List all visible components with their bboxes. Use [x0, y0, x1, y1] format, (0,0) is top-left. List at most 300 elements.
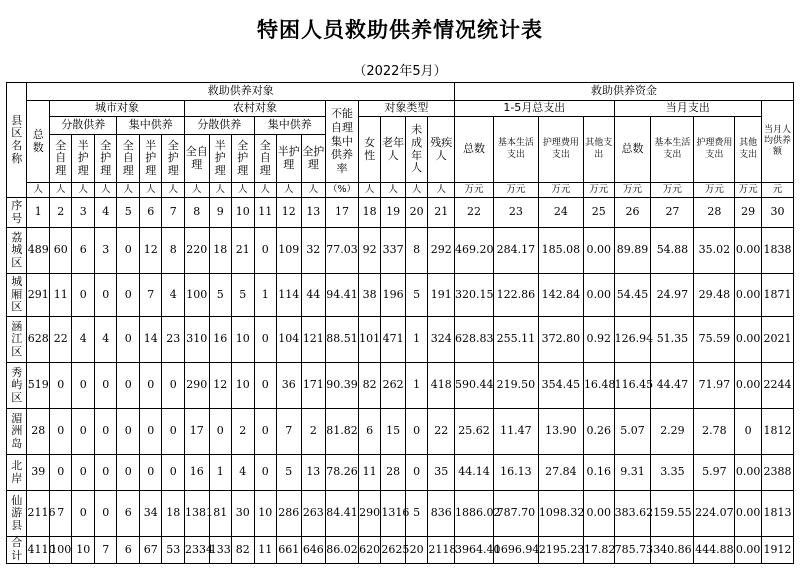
data-cell: 3964.40: [455, 537, 494, 564]
data-cell: 0: [117, 274, 140, 317]
data-cell: 2.29: [651, 409, 694, 455]
data-cell: 23: [162, 317, 185, 363]
data-cell: 1886.02: [455, 491, 494, 537]
serial-cell: 23: [493, 198, 538, 228]
data-cell: 13: [301, 455, 326, 491]
serial-cell: 12: [277, 198, 302, 228]
data-cell: 284.17: [493, 228, 538, 274]
serial-cell: 22: [455, 198, 494, 228]
data-cell: 100: [184, 274, 209, 317]
data-cell: 0.00: [735, 455, 762, 491]
unit-cell: 人: [49, 183, 72, 198]
serial-cell: 21: [428, 198, 455, 228]
data-cell: 27.84: [538, 455, 583, 491]
data-cell: 88.51: [326, 317, 359, 363]
data-cell: 836: [428, 491, 455, 537]
unit-cell: 万元: [694, 183, 735, 198]
table-row: [7, 455, 794, 491]
data-cell: 7: [277, 409, 302, 455]
data-cell: 0.00: [735, 491, 762, 537]
data-cell: 94.41: [326, 274, 359, 317]
data-cell: 32: [301, 228, 326, 274]
header-r-disp-half-care: 半护理: [209, 135, 232, 183]
unit-cell: 人: [117, 183, 140, 198]
unit-cell: 人: [405, 183, 428, 198]
data-cell: 36: [277, 363, 302, 409]
data-cell: 0: [209, 409, 232, 455]
header-urban-dispersed: 分散供养: [49, 117, 117, 135]
data-cell: 4: [94, 317, 117, 363]
serial-cell: 11: [254, 198, 277, 228]
data-cell: 0.00: [735, 228, 762, 274]
data-cell: 11: [254, 537, 277, 564]
header-rural: 农村对象: [184, 101, 325, 117]
header-urban: 城市对象: [49, 101, 184, 117]
table-row: [7, 317, 794, 363]
unit-cell: 人: [94, 183, 117, 198]
data-cell: 2195.23: [538, 537, 583, 564]
data-cell: 1813: [761, 491, 793, 537]
data-cell: 290: [184, 363, 209, 409]
data-cell: 18: [209, 228, 232, 274]
header-month-care: 护理费用支出: [694, 117, 735, 183]
data-cell: 16: [209, 317, 232, 363]
unit-cell: 人: [162, 183, 185, 198]
data-cell: 5.07: [614, 409, 651, 455]
data-cell: 0: [139, 455, 162, 491]
data-cell: 0: [254, 317, 277, 363]
data-cell: 219.50: [493, 363, 538, 409]
unit-cell: 人: [358, 183, 381, 198]
data-cell: 0: [72, 409, 95, 455]
header-u-disp-half-care: 半护理: [72, 135, 95, 183]
data-cell: 116.45: [614, 363, 651, 409]
data-cell: 100: [49, 537, 72, 564]
serial-label: 序号: [7, 198, 27, 228]
data-cell: 2: [301, 409, 326, 455]
data-cell: 0: [254, 363, 277, 409]
data-cell: 86.02: [326, 537, 359, 564]
data-cell: 22: [49, 317, 72, 363]
data-cell: 109: [277, 228, 302, 274]
unit-cell: 人: [72, 183, 95, 198]
data-cell: 185.08: [538, 228, 583, 274]
data-cell: 383.62: [614, 491, 651, 537]
unit-cell: 元: [761, 183, 793, 198]
header-female: 女性: [358, 117, 381, 183]
data-cell: 0: [139, 363, 162, 409]
header-u-cent-full-care: 全护理: [162, 135, 185, 183]
data-cell: 290: [358, 491, 381, 537]
unit-cell: 万元: [651, 183, 694, 198]
data-cell: 320.15: [455, 274, 494, 317]
serial-cell: 8: [184, 198, 209, 228]
county-name: 涵江区: [7, 317, 27, 363]
serial-cell: 5: [117, 198, 140, 228]
data-cell: 16.48: [583, 363, 614, 409]
data-cell: 10: [72, 537, 95, 564]
data-cell: 5.97: [694, 455, 735, 491]
county-name: 北岸: [7, 455, 27, 491]
data-cell: 10: [232, 363, 255, 409]
header-monthly-avg: 当月人均供养额: [761, 101, 793, 183]
data-cell: 0: [405, 409, 428, 455]
data-cell: 220: [184, 228, 209, 274]
data-cell: 0: [94, 491, 117, 537]
serial-cell: 19: [381, 198, 406, 228]
data-cell: 67: [139, 537, 162, 564]
data-cell: 13.90: [538, 409, 583, 455]
data-cell: 84.41: [326, 491, 359, 537]
serial-cell: 27: [651, 198, 694, 228]
data-cell: 44.14: [455, 455, 494, 491]
header-support-target: 救助供养对象: [27, 83, 455, 101]
serial-cell: 6: [139, 198, 162, 228]
data-cell: 92: [358, 228, 381, 274]
data-cell: 2244: [761, 363, 793, 409]
data-cell: 0: [94, 274, 117, 317]
data-cell: 6: [358, 409, 381, 455]
unit-cell: 人: [27, 183, 50, 198]
data-cell: 0.00: [583, 274, 614, 317]
header-month-other: 其他支出: [735, 117, 762, 183]
header-total: 总数: [27, 101, 50, 183]
header-rural-dispersed: 分散供养: [184, 117, 254, 135]
unit-cell: 万元: [538, 183, 583, 198]
serial-cell: 1: [27, 198, 50, 228]
header-month-sum: 总数: [614, 117, 651, 183]
data-cell: 11: [49, 274, 72, 317]
data-cell: 81.82: [326, 409, 359, 455]
data-cell: 1: [405, 317, 428, 363]
serial-cell: 26: [614, 198, 651, 228]
data-cell: 0: [72, 491, 95, 537]
data-cell: 0: [94, 363, 117, 409]
data-cell: 646: [301, 537, 326, 564]
serial-cell: 4: [94, 198, 117, 228]
unit-cell: 万元: [455, 183, 494, 198]
data-cell: 337: [381, 228, 406, 274]
data-cell: 2334: [184, 537, 209, 564]
data-cell: 104: [277, 317, 302, 363]
data-cell: 0: [117, 409, 140, 455]
page-subtitle: （2022年5月）: [353, 64, 447, 79]
header-r-cent-full-care: 全护理: [301, 135, 326, 183]
data-cell: 291: [27, 274, 50, 317]
data-cell: 1838: [761, 228, 793, 274]
data-cell: 6: [72, 228, 95, 274]
unit-cell: （%）: [326, 183, 359, 198]
county-name: 湄洲岛: [7, 409, 27, 455]
data-cell: 1381: [184, 491, 209, 537]
data-cell: 286: [277, 491, 302, 537]
serial-cell: 10: [232, 198, 255, 228]
data-cell: 9.31: [614, 455, 651, 491]
header-rural-centralized: 集中供养: [254, 117, 326, 135]
data-cell: 54.45: [614, 274, 651, 317]
data-cell: 262: [381, 363, 406, 409]
data-cell: 89.89: [614, 228, 651, 274]
data-cell: 82: [232, 537, 255, 564]
unit-cell: 万元: [583, 183, 614, 198]
data-cell: 75.59: [694, 317, 735, 363]
data-cell: 444.88: [694, 537, 735, 564]
data-cell: 2021: [761, 317, 793, 363]
data-cell: 6: [117, 537, 140, 564]
unit-cell: 人: [139, 183, 162, 198]
data-cell: 1812: [761, 409, 793, 455]
data-cell: 418: [428, 363, 455, 409]
data-cell: 224.07: [694, 491, 735, 537]
table-row: [7, 537, 794, 564]
data-cell: 1: [405, 363, 428, 409]
data-cell: 10: [232, 317, 255, 363]
unit-cell: 人: [209, 183, 232, 198]
data-cell: 7: [139, 274, 162, 317]
data-cell: 2: [232, 409, 255, 455]
data-cell: 0: [254, 455, 277, 491]
data-cell: 2625: [381, 537, 406, 564]
data-cell: 12: [209, 363, 232, 409]
county-name: 荔城区: [7, 228, 27, 274]
header-fund: 救助供养资金: [455, 83, 794, 101]
data-cell: 24.97: [651, 274, 694, 317]
header-urban-centralized: 集中供养: [117, 117, 185, 135]
data-cell: 0: [72, 274, 95, 317]
data-cell: 60: [49, 228, 72, 274]
data-cell: 1316: [381, 491, 406, 537]
data-cell: 78.26: [326, 455, 359, 491]
page-title: 特困人员救助供养情况统计表: [257, 18, 543, 42]
unit-cell: 万元: [614, 183, 651, 198]
data-cell: 1912: [761, 537, 793, 564]
county-name: 秀屿区: [7, 363, 27, 409]
serial-cell: 2: [49, 198, 72, 228]
header-r-cent-half-care: 半护理: [277, 135, 302, 183]
data-cell: 0.00: [735, 317, 762, 363]
data-cell: 39: [27, 455, 50, 491]
data-cell: 5: [209, 274, 232, 317]
serial-cell: 3: [72, 198, 95, 228]
data-cell: 71.97: [694, 363, 735, 409]
data-cell: 133: [209, 537, 232, 564]
data-cell: 11.47: [493, 409, 538, 455]
data-cell: 121: [301, 317, 326, 363]
serial-cell: 18: [358, 198, 381, 228]
data-cell: 0: [162, 363, 185, 409]
header-jan-may-care: 护理费用支出: [538, 117, 583, 183]
data-cell: 90.39: [326, 363, 359, 409]
unit-cell: 人: [381, 183, 406, 198]
data-cell: 171: [301, 363, 326, 409]
table-row: [7, 491, 794, 537]
data-cell: 25.62: [455, 409, 494, 455]
serial-cell: 9: [209, 198, 232, 228]
unit-cell: 人: [428, 183, 455, 198]
header-u-cent-half-care: 半护理: [139, 135, 162, 183]
serial-cell: 30: [761, 198, 793, 228]
data-cell: 38: [358, 274, 381, 317]
table-row: [7, 409, 794, 455]
data-cell: 255.11: [493, 317, 538, 363]
data-cell: 0: [117, 317, 140, 363]
data-cell: 1: [254, 274, 277, 317]
unit-cell: 人: [232, 183, 255, 198]
county-name: 仙游县: [7, 491, 27, 537]
header-jan-may: 1-5月总支出: [455, 101, 615, 117]
header-target-type: 对象类型: [358, 101, 454, 117]
header-u-disp-full-care: 全护理: [94, 135, 117, 183]
data-cell: 4: [232, 455, 255, 491]
data-cell: 35: [428, 455, 455, 491]
data-cell: 0: [162, 409, 185, 455]
header-county: 县区名称: [7, 83, 27, 198]
data-cell: 628.83: [455, 317, 494, 363]
county-name: 城厢区: [7, 274, 27, 317]
data-cell: 0.00: [735, 363, 762, 409]
unit-cell: 人: [301, 183, 326, 198]
data-cell: 0: [49, 409, 72, 455]
data-cell: 1871: [761, 274, 793, 317]
header-r-cent-full-self: 全自理: [254, 135, 277, 183]
data-cell: 324: [428, 317, 455, 363]
data-cell: 126.94: [614, 317, 651, 363]
data-cell: 54.88: [651, 228, 694, 274]
data-cell: 15: [381, 409, 406, 455]
header-u-cent-full-self: 全自理: [117, 135, 140, 183]
unit-cell: 人: [277, 183, 302, 198]
data-cell: 3: [94, 228, 117, 274]
data-cell: 787.70: [493, 491, 538, 537]
data-cell: 0: [405, 455, 428, 491]
data-cell: 12: [139, 228, 162, 274]
header-disabled: 残疾人: [428, 117, 455, 183]
data-cell: 0: [117, 363, 140, 409]
data-cell: 0: [49, 455, 72, 491]
data-cell: 0: [735, 409, 762, 455]
header-r-disp-full-care: 全护理: [232, 135, 255, 183]
data-cell: 0: [94, 409, 117, 455]
data-cell: 471: [381, 317, 406, 363]
table-row: [7, 274, 794, 317]
data-cell: 0.00: [735, 274, 762, 317]
data-cell: 1098.32: [538, 491, 583, 537]
data-cell: 0: [117, 228, 140, 274]
header-minor: 未成年人: [405, 117, 428, 183]
data-cell: 0: [72, 455, 95, 491]
unit-cell: 人: [184, 183, 209, 198]
data-cell: 14: [139, 317, 162, 363]
unit-cell: 人: [254, 183, 277, 198]
data-cell: 4: [162, 274, 185, 317]
data-cell: 2118: [428, 537, 455, 564]
data-cell: 0: [254, 228, 277, 274]
data-cell: 16: [184, 455, 209, 491]
data-cell: 7: [94, 537, 117, 564]
data-cell: 4: [72, 317, 95, 363]
header-jan-may-other: 其他支出: [583, 117, 614, 183]
data-cell: 0: [139, 409, 162, 455]
serial-cell: 24: [538, 198, 583, 228]
header-this-month: 当月支出: [614, 101, 761, 117]
data-cell: 21: [232, 228, 255, 274]
data-cell: 77.03: [326, 228, 359, 274]
data-cell: 354.45: [538, 363, 583, 409]
data-cell: 590.44: [455, 363, 494, 409]
data-cell: 17.82: [583, 537, 614, 564]
data-cell: 310: [184, 317, 209, 363]
serial-cell: 29: [735, 198, 762, 228]
data-cell: 2116: [27, 491, 50, 537]
data-cell: 18: [162, 491, 185, 537]
data-cell: 6: [117, 491, 140, 537]
unit-cell: 万元: [735, 183, 762, 198]
data-cell: 0.26: [583, 409, 614, 455]
serial-cell: 7: [162, 198, 185, 228]
data-cell: 20: [405, 537, 428, 564]
data-cell: 16.13: [493, 455, 538, 491]
data-cell: 51.35: [651, 317, 694, 363]
data-cell: 0.00: [583, 228, 614, 274]
data-cell: 661: [277, 537, 302, 564]
serial-cell: 28: [694, 198, 735, 228]
header-u-disp-full-self: 全自理: [49, 135, 72, 183]
data-cell: 191: [428, 274, 455, 317]
table-row: [7, 363, 794, 409]
data-cell: 2388: [761, 455, 793, 491]
header-jan-may-basic: 基本生活支出: [493, 117, 538, 183]
data-cell: 82: [358, 363, 381, 409]
data-cell: 785.73: [614, 537, 651, 564]
header-month-basic: 基本生活支出: [651, 117, 694, 183]
data-cell: 101: [358, 317, 381, 363]
data-cell: 0: [94, 455, 117, 491]
serial-cell: 20: [405, 198, 428, 228]
data-cell: 489: [27, 228, 50, 274]
data-cell: 5: [405, 274, 428, 317]
data-cell: 1696.94: [493, 537, 538, 564]
data-cell: 469.20: [455, 228, 494, 274]
data-cell: 53: [162, 537, 185, 564]
header-elderly: 老年人: [381, 117, 406, 183]
serial-cell: 13: [301, 198, 326, 228]
data-cell: 10: [254, 491, 277, 537]
data-cell: 2.78: [694, 409, 735, 455]
data-cell: 159.55: [651, 491, 694, 537]
data-cell: 5: [277, 455, 302, 491]
data-cell: 30: [232, 491, 255, 537]
data-cell: 340.86: [651, 537, 694, 564]
data-cell: 5: [232, 274, 255, 317]
data-cell: 0: [254, 409, 277, 455]
data-cell: 0: [162, 455, 185, 491]
data-cell: 28: [27, 409, 50, 455]
data-cell: 7: [49, 491, 72, 537]
data-cell: 34: [139, 491, 162, 537]
data-cell: 29.48: [694, 274, 735, 317]
data-cell: 1: [209, 455, 232, 491]
county-name: 合计: [7, 537, 27, 564]
data-cell: 0.00: [583, 491, 614, 537]
data-cell: 44: [301, 274, 326, 317]
data-cell: 0: [117, 455, 140, 491]
data-cell: 8: [162, 228, 185, 274]
statistics-table: [6, 82, 794, 564]
data-cell: 81: [209, 491, 232, 537]
data-cell: 292: [428, 228, 455, 274]
data-cell: 28: [381, 455, 406, 491]
data-cell: 35.02: [694, 228, 735, 274]
